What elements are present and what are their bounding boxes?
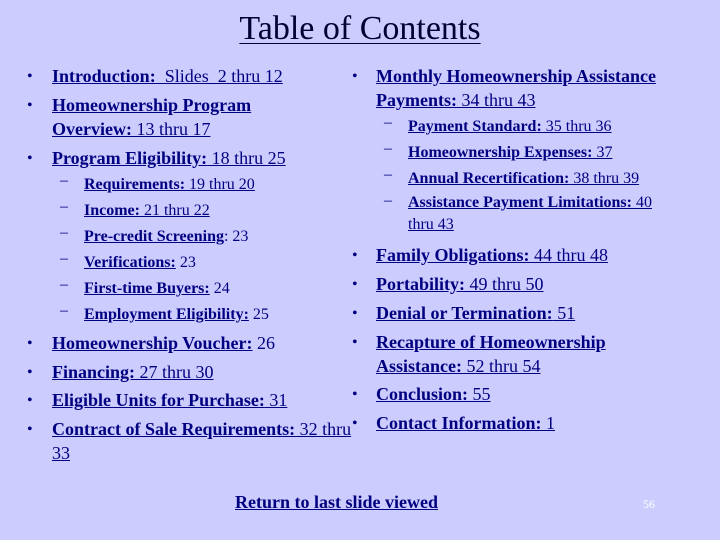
toc-link-pages: 18 thru 25: [207, 148, 286, 168]
toc-link-label: Pre-credit Screening: [84, 228, 224, 245]
toc-link-pages: 38 thru 39: [569, 170, 640, 187]
toc-link-pages: 52 thru 54: [462, 356, 541, 376]
toc-link-pages: 26: [252, 333, 276, 353]
toc-link-label: Monthly Homeownership Assistance Payments:: [376, 66, 657, 110]
toc-link-family-obligations[interactable]: [376, 243, 608, 267]
toc-link-pages: 21 thru 22: [139, 202, 210, 219]
bullet: •: [352, 68, 358, 85]
bullet: •: [27, 68, 33, 85]
toc-link-pages: 24: [209, 280, 230, 297]
toc-link-pages: 27 thru 30: [135, 362, 214, 382]
toc-link-pages: 13 thru 17: [131, 119, 211, 139]
toc-link-contact-information[interactable]: [376, 411, 555, 435]
bullet: •: [27, 421, 33, 438]
dash: –: [384, 192, 392, 209]
dash: –: [60, 172, 68, 189]
toc-sublink-verifications[interactable]: [84, 250, 196, 276]
bullet: •: [352, 276, 358, 293]
bullet: •: [27, 364, 33, 381]
toc-link-label: Recapture of Homeownership Assistance:: [376, 332, 606, 376]
page-title: Table of Contents: [239, 10, 481, 47]
toc-link-label: First-time Buyers:: [84, 280, 210, 297]
toc-sublink-income[interactable]: [84, 198, 210, 224]
bullet: •: [352, 334, 358, 351]
toc-link-label: Employment Eligibility:: [84, 306, 249, 323]
toc-link-label: Annual Recertification:: [408, 170, 570, 187]
dash: –: [384, 166, 392, 183]
toc-link-portability[interactable]: [376, 272, 543, 296]
dash: –: [60, 198, 68, 215]
toc-link-monthly-assistance[interactable]: [376, 64, 666, 112]
bullet: •: [352, 386, 358, 403]
toc-link-eligible-units[interactable]: [52, 388, 287, 412]
slide-number: 56: [643, 497, 655, 511]
toc-link-label: Conclusion:: [376, 384, 469, 404]
toc-link-pages: 31: [264, 390, 288, 410]
dash: –: [384, 140, 392, 157]
toc-sublink-precredit[interactable]: [84, 224, 248, 250]
toc-link-label: Homeownership Program Overview:: [52, 95, 252, 139]
dash: –: [60, 302, 68, 319]
toc-link-pages: 51: [552, 303, 576, 323]
toc-link-program-eligibility[interactable]: [52, 146, 352, 170]
toc-link-label: Family Obligations:: [376, 245, 530, 265]
toc-link-introduction[interactable]: [52, 64, 352, 88]
toc-link-label: Denial or Termination:: [376, 303, 553, 323]
bullet: •: [352, 305, 358, 322]
toc-link-label: Contact Information:: [376, 413, 542, 433]
toc-link-recapture[interactable]: [376, 330, 651, 378]
toc-link-pages: 44 thru 48: [529, 245, 609, 265]
toc-link-label: Requirements:: [84, 176, 186, 193]
toc-link-pages: 35 thru 36: [541, 118, 612, 135]
toc-link-conclusion[interactable]: [376, 382, 491, 406]
toc-link-label: Homeownership Expenses:: [408, 144, 593, 161]
toc-link-pages: 25: [248, 306, 269, 323]
dash: –: [384, 114, 392, 131]
toc-link-program-overview[interactable]: [52, 93, 302, 141]
toc-link-contract-of-sale[interactable]: [52, 417, 352, 465]
toc-link-pages: 34 thru 43: [456, 90, 536, 110]
toc-link-label: Homeownership Voucher:: [52, 333, 253, 353]
bullet: •: [27, 335, 33, 352]
toc-link-pages: 37: [592, 144, 613, 161]
toc-link-pages: 23: [175, 254, 196, 271]
toc-sublink-first-time-buyers[interactable]: [84, 276, 230, 302]
dash: –: [60, 276, 68, 293]
toc-link-label: Portability:: [376, 274, 465, 294]
toc-link-label: Income:: [84, 202, 140, 219]
toc-sublink-payment-standard[interactable]: [408, 114, 612, 140]
toc-link-financing[interactable]: [52, 360, 214, 384]
toc-link-label: Verifications:: [84, 254, 176, 271]
toc-sublink-homeownership-expenses[interactable]: [408, 140, 612, 166]
toc-link-pages: 1: [541, 413, 555, 433]
toc-link-denial-termination[interactable]: [376, 301, 575, 325]
return-to-last-slide-link[interactable]: Return to last slide viewed: [235, 492, 438, 512]
toc-link-label: Payment Standard:: [408, 118, 542, 135]
bullet: •: [27, 392, 33, 409]
toc-sublink-annual-recertification[interactable]: [408, 166, 639, 192]
toc-link-label: Financing:: [52, 362, 136, 382]
toc-sublink-assistance-limitations[interactable]: [408, 192, 668, 236]
toc-sublink-requirements[interactable]: [84, 172, 255, 198]
toc-link-label: Program Eligibility:: [52, 148, 208, 168]
toc-link-pages: 55: [468, 384, 491, 404]
toc-link-label: Assistance Payment Limitations:: [408, 194, 632, 211]
toc-link-label: Eligible Units for Purchase:: [52, 390, 265, 410]
dash: –: [60, 250, 68, 267]
toc-link-pages: 49 thru 50: [464, 274, 544, 294]
toc-link-label: Contract of Sale Requirements:: [52, 419, 296, 439]
bullet: •: [352, 415, 358, 432]
toc-sublink-employment[interactable]: [84, 302, 269, 328]
toc-link-label: Introduction:: [52, 66, 156, 86]
dash: –: [60, 224, 68, 241]
toc-link-pages: 32 thru 33: [52, 419, 352, 463]
toc-link-pages: : 23: [223, 228, 249, 245]
toc-link-pages: Slides 2 thru 12: [155, 66, 283, 86]
toc-link-pages: 40 thru 43: [408, 194, 652, 233]
bullet: •: [27, 97, 33, 114]
bullet: •: [27, 150, 33, 167]
toc-link-pages: 19 thru 20: [185, 176, 255, 193]
toc-link-homeownership-voucher[interactable]: [52, 331, 275, 355]
bullet: •: [352, 247, 358, 264]
